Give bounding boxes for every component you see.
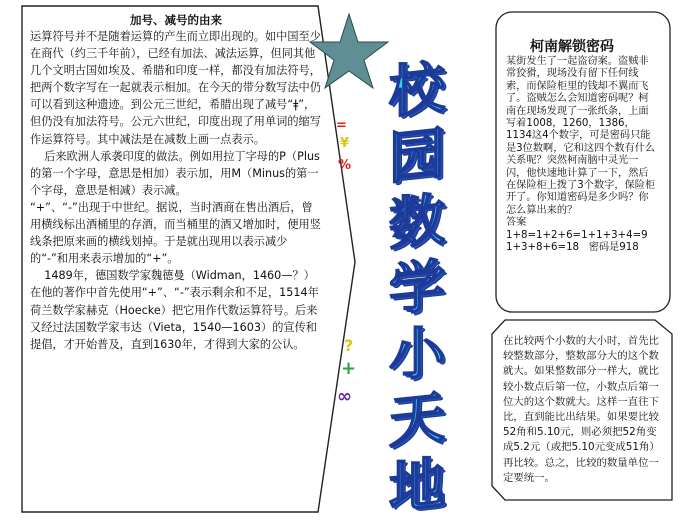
infinity-symbol-icon: ∞ [337,386,352,407]
title-char: 学 [389,253,445,324]
title-char: 地 [389,451,445,522]
title-char: 园 [389,121,445,192]
question-symbol-icon: ? [344,336,354,355]
left-article-title: 加号、减号的由来 [130,13,222,27]
page-title-vertical [379,55,455,522]
right-bottom-body: 在比较两个小数的大小时，首先比较整数部分，整数部分大的这个数就大。如果整数部分一样大，就比较小数点后第一位，小数点后第一位大的这个数就大。这样一直往下比，直到能比出结果。如果要比较52角和5.10元，则必须把52角变成5.2元（或把5.10元变成51角）再比较。总之，比较的数量单位一定要统一。 [503,335,659,484]
percent-symbol-icon: % [338,158,352,173]
title-char: 天 [389,385,445,456]
right-top-title: 柯南解锁密码 [530,39,614,55]
yen-symbol-icon: ¥ [340,136,350,151]
equals-symbol-icon: = [336,118,347,133]
title-char: 数 [389,187,445,258]
left-article-body: 运算符号并不是随着运算的产生而立即出现的。如中国至少在商代（约三千年前），已经有加法、减法运算，但同其他几个文明古国如埃及、希腊和印度一样，都没有加法符号，把两个数字写在一起就表示相加。在今天的带分数写法中仍可以看到这种遗迹。到公元三世纪，希腊出现了减号“ǂ”，但仍没有加法符号。公元六世纪，印度出现了用单词的缩写作运算符号。其中减法是在减数上画一点表示。 后来欧洲人承袭印度的做法。例如用拉丁字母的P（Plus的第一个字母，意思是相加）表示加，用M（Minus的第一个字母，意思是相减）表示减。 “+”、“-”出现于中世纪。据说，当时酒商在售出酒后，曾用横线标出酒桶里的存酒，而当桶里的酒又增加时，便用竖线条把原来画的横线划掉。于是就出现用以表示减少的“-”和用来表示增加的“+”。 1489年，德国数学家魏德曼（Widman，1460—？）在他的著作中首先使用“+”、“-”表示剩余和不足，1514年荷兰数学家赫克（Hoecke）把它用作代数运算符号。后来又经过法国数学家韦达（Vieta，1540—1603）的宣传和提倡，才开始普及，直到1630年，才得到大家的公认。 [30,30,321,351]
title-char: 校 [389,55,445,126]
title-char: 小 [389,319,445,390]
right-top-body: 某街发生了一起盗窃案。盗贼非常狡猾，现场没有留下任何线索，而保险柜里的钱却不翼而飞了。盗贼怎么会知道密码呢？柯南在现场发现了一张纸条，上面写着1008，1260，1386，1134这4个数字，可是密码只能是3位数啊，它和这四个数有什么关系呢？突然柯南脑中灵光一闪，他快速地计算了一下，然后在保险柜上拨了3个数字，保险柜开了。你知道密码是多少吗？你怎么算出来的？ 答案 1+8=1+2+6=1+1+3+4=9 1+3+8+6=18 密码是918 [506,56,656,254]
plus-symbol-icon: + [341,358,357,379]
